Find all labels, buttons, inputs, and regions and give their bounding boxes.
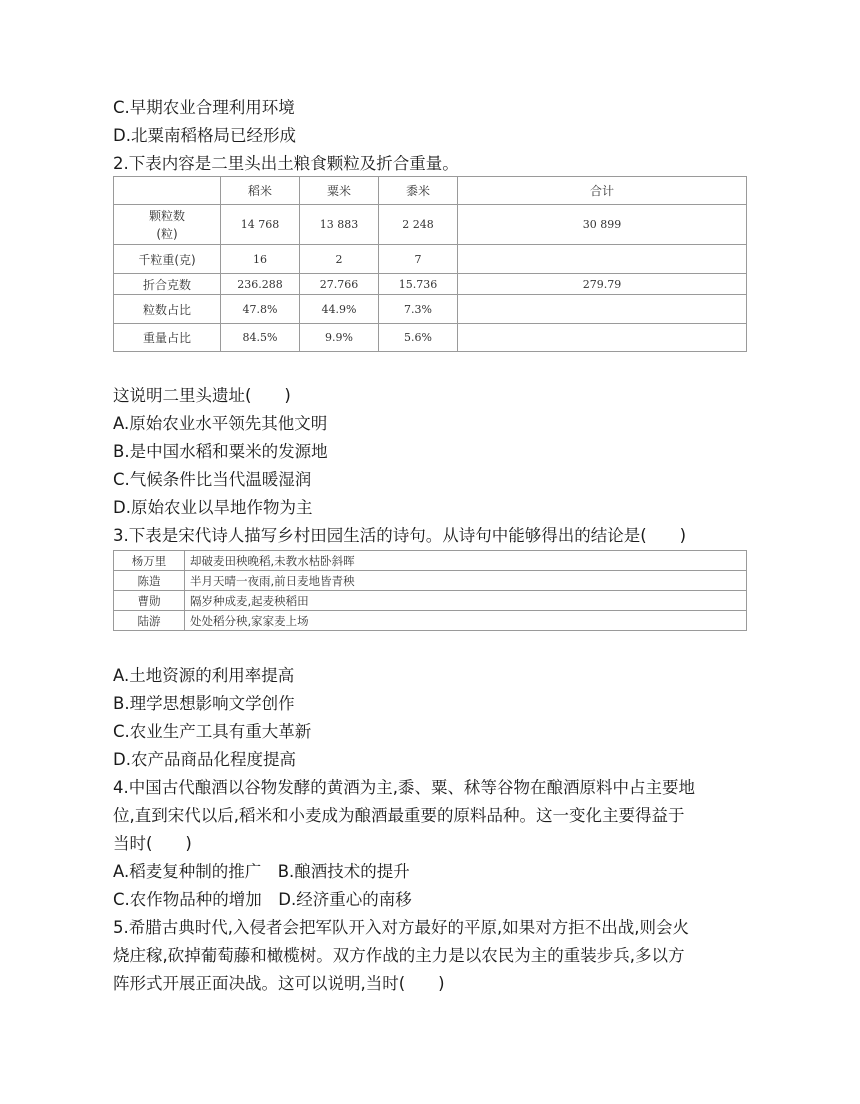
table-header-cell: 黍米 [379, 177, 458, 205]
table-row [114, 274, 747, 295]
row-label: 折合克数 [114, 274, 221, 295]
table-cell: 15.736 [379, 274, 458, 295]
options-cd: C.农作物品种的增加 D.经济重心的南移 [113, 890, 412, 909]
table-cell [458, 324, 747, 352]
table-cell: 5.6% [379, 324, 458, 352]
poet-cell: 杨万里 [114, 551, 185, 571]
option-d: D.原始农业以旱地作物为主 [113, 498, 313, 517]
option-c: C.气候条件比当代温暖湿润 [113, 470, 312, 489]
question-5-line: 阵形式开展正面决战。这可以说明,当时( ) [113, 974, 445, 993]
table-cell: 27.766 [300, 274, 379, 295]
option-b: B.理学思想影响文学创作 [113, 694, 295, 713]
table-row [114, 591, 747, 611]
table-header-cell: 合计 [458, 177, 747, 205]
row-label: 颗粒数 (粒) [114, 205, 221, 245]
option-d: D.农产品商品化程度提高 [113, 750, 296, 769]
verse-cell: 半月天晴一夜雨,前日麦地皆青秧 [185, 571, 747, 591]
table-row [114, 205, 747, 245]
table-cell: 16 [221, 245, 300, 274]
row-label: 千粒重(克) [114, 245, 221, 274]
table-cell: 7.3% [379, 295, 458, 324]
question-4-line: 4.中国古代酿酒以谷物发酵的黄酒为主,黍、粟、秫等谷物在酿酒原料中占主要地 [113, 778, 695, 797]
options-ab: A.稻麦复种制的推广 B.酿酒技术的提升 [113, 862, 410, 881]
question-4-line: 位,直到宋代以后,稻米和小麦成为酿酒最重要的原料品种。这一变化主要得益于 [113, 806, 685, 825]
question-5-line: 5.希腊古典时代,入侵者会把军队开入对方最好的平原,如果对方拒不出战,则会火 [113, 918, 689, 937]
table-cell [458, 295, 747, 324]
table-cell: 47.8% [221, 295, 300, 324]
table-cell: 279.79 [458, 274, 747, 295]
table-cell: 2 248 [379, 205, 458, 245]
poet-cell: 曹勋 [114, 591, 185, 611]
poet-cell: 陆游 [114, 611, 185, 631]
table-row [114, 611, 747, 631]
table-cell: 9.9% [300, 324, 379, 352]
verse-cell: 隔岁种成麦,起麦秧稻田 [185, 591, 747, 611]
option-a: A.原始农业水平领先其他文明 [113, 414, 328, 433]
question-2-title: 2.下表内容是二里头出土粮食颗粒及折合重量。 [113, 154, 459, 173]
question-line: C.早期农业合理利用环境 [113, 98, 295, 117]
table-row [114, 295, 747, 324]
row-label: 粒数占比 [114, 295, 221, 324]
question-4-line: 当时( ) [113, 834, 192, 853]
table-cell: 84.5% [221, 324, 300, 352]
table-header-cell: 粟米 [300, 177, 379, 205]
question-5-line: 烧庄稼,砍掉葡萄藤和橄榄树。双方作战的主力是以农民为主的重装步兵,多以方 [113, 946, 685, 965]
table-row [114, 551, 747, 571]
table-cell: 44.9% [300, 295, 379, 324]
verse-cell: 处处稻分秧,家家麦上场 [185, 611, 747, 631]
table-header-cell: 稻米 [221, 177, 300, 205]
table-header-cell [114, 177, 221, 205]
table-row [114, 324, 747, 352]
table-cell: 14 768 [221, 205, 300, 245]
question-2-stem: 这说明二里头遗址( ) [113, 386, 291, 405]
table-row [114, 245, 747, 274]
question-3-title: 3.下表是宋代诗人描写乡村田园生活的诗句。从诗句中能够得出的结论是( ) [113, 526, 687, 545]
row-label: 重量占比 [114, 324, 221, 352]
question-line: D.北粟南稻格局已经形成 [113, 126, 296, 145]
verse-cell: 却破麦田秧晚稻,未教水枯卧斜晖 [185, 551, 747, 571]
option-a: A.土地资源的利用率提高 [113, 666, 295, 685]
poem-table [113, 550, 747, 631]
table-cell [458, 245, 747, 274]
table-row [114, 571, 747, 591]
table-cell: 7 [379, 245, 458, 274]
table-cell: 2 [300, 245, 379, 274]
grain-table [113, 176, 747, 352]
option-c: C.农业生产工具有重大革新 [113, 722, 312, 741]
table-cell: 236.288 [221, 274, 300, 295]
table-cell: 30 899 [458, 205, 747, 245]
table-cell: 13 883 [300, 205, 379, 245]
poet-cell: 陈造 [114, 571, 185, 591]
option-b: B.是中国水稻和粟米的发源地 [113, 442, 328, 461]
